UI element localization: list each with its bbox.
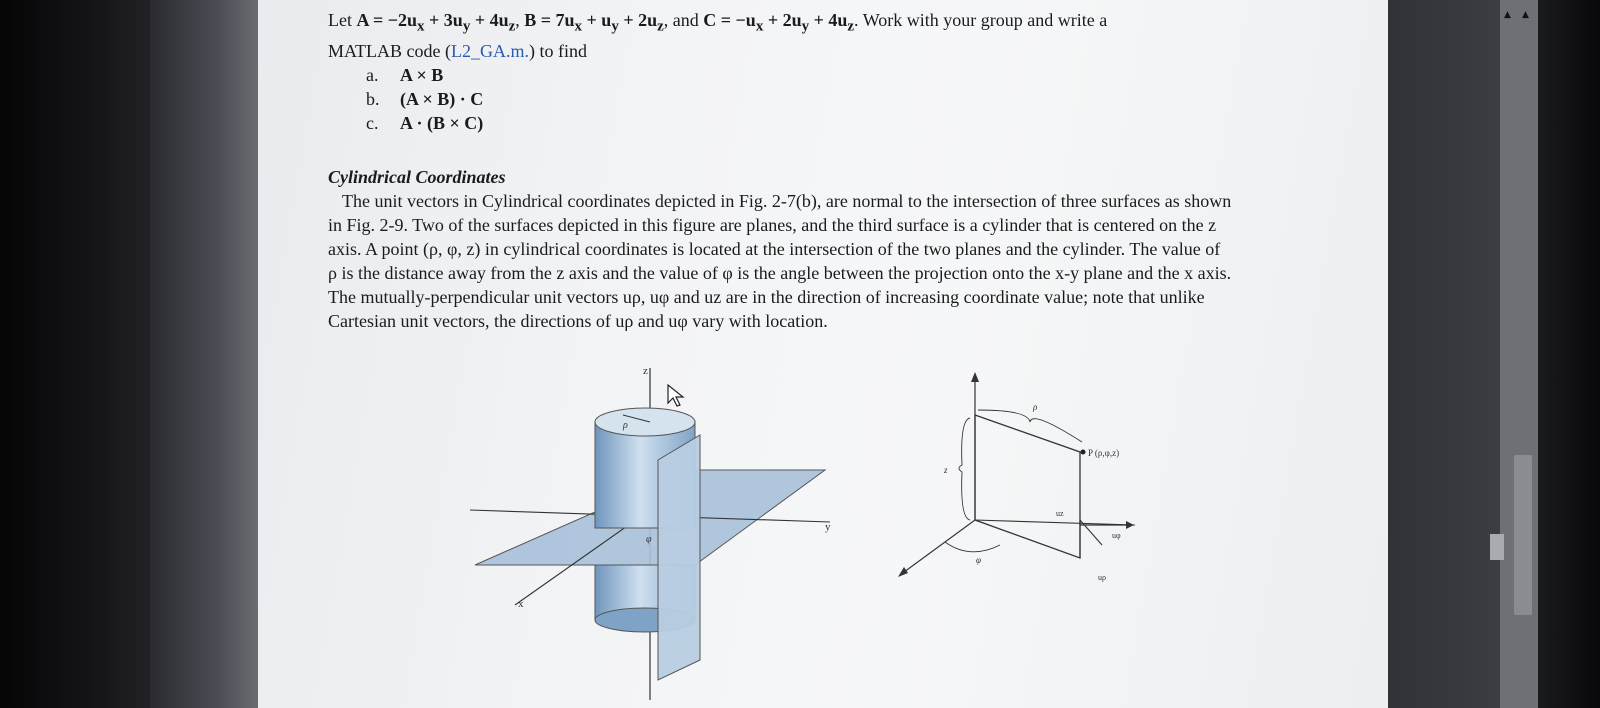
vector-C: $C = -u_x + 2u_y + 4u_z$ — [703, 10, 855, 35]
figure-cylinder-planes — [460, 360, 840, 708]
code-file-link[interactable]: L2_GA.m. — [450, 40, 529, 61]
rho-z-plane — [975, 415, 1080, 558]
phi-label-right: φ — [976, 555, 981, 565]
u-z-label: uz — [1056, 509, 1064, 518]
paragraph-line: The unit vectors in Cylindrical coordinates depicted in Fig. 2-7(b), are normal to the intersection of three surfaces as shown — [342, 190, 1232, 211]
phi-arc — [945, 542, 1000, 552]
paragraph-line: in Fig. 2-9. Two of the surfaces depicted in this figure are planes, and the third surface is a cylinder that is centered on the z — [328, 214, 1217, 235]
phi-label: φ — [646, 534, 652, 545]
scroll-up-arrow-icon[interactable]: ▲ — [1522, 10, 1529, 20]
figure-point-unit-vectors — [890, 370, 1170, 600]
question-item: b. (A × B) · C — [366, 88, 484, 109]
z-axis-label: z — [643, 365, 648, 377]
u-phi-label: uφ — [1112, 531, 1121, 540]
y-axis-label: y — [825, 521, 831, 533]
question-item: c. A · (B × C) — [366, 112, 484, 133]
u-rho-label: uρ — [1098, 573, 1106, 582]
vector-A: $A = -2u_x + 3u_y + 4u_z$ — [356, 10, 516, 35]
rho-label: ρ — [623, 420, 628, 431]
monitor-bezel-right — [1538, 0, 1600, 708]
vertical-half-plane — [658, 435, 700, 680]
section-paragraph — [328, 189, 1338, 333]
problem-line-2: MATLAB code (L2_GA.m.) to find — [328, 40, 587, 61]
question-item: a. A × B — [366, 64, 444, 85]
cylinder-top — [595, 408, 695, 436]
scroll-position-marker — [1490, 534, 1504, 560]
paragraph-line: ρ is the distance away from the z axis and the value of φ is the angle between the projection onto the x-y plane and the x axis. — [328, 262, 1232, 283]
vector-B: $B = 7u_x + u_y + 2u_z$ — [524, 10, 664, 35]
scrollbar-thumb[interactable] — [1514, 455, 1532, 615]
window-background-right — [1388, 0, 1500, 708]
scroll-up-arrow-icon[interactable]: ▲ — [1504, 10, 1511, 20]
z-label-right: z — [944, 465, 948, 475]
y-axis-right — [975, 520, 1135, 525]
paragraph-line: axis. A point (ρ, φ, z) in cylindrical coordinates is located at the intersection of the two planes and the cylinder. The value of — [328, 238, 1221, 259]
section-title: Cylindrical Coordinates — [328, 166, 506, 187]
x-axis-right — [900, 520, 975, 575]
point-P — [1081, 450, 1086, 455]
rho-label-right: ρ — [1033, 402, 1038, 412]
window-background-left — [150, 0, 260, 708]
point-P-label: P (ρ,φ,z) — [1088, 448, 1120, 458]
rho-brace — [978, 410, 1082, 442]
problem-line-1: Let $A = -2u_x + 3u_y + 4u_z$, $B = 7u_x + u_y + 2u_z$, and $C = -u_x + 2u_y + 4u_z$. Work with your group and write a — [328, 10, 1108, 35]
paragraph-line: Cartesian unit vectors, the directions of uρ and uφ vary with location. — [328, 310, 828, 331]
z-brace — [959, 418, 970, 520]
x-axis-label: x — [518, 598, 524, 610]
mouse-pointer-icon — [666, 383, 688, 409]
paragraph-line: The mutually-perpendicular unit vectors uρ, uφ and uz are in the direction of increasing coordinate value; note that unlike — [328, 286, 1205, 307]
monitor-bezel-left — [0, 0, 150, 708]
document-content — [328, 8, 1338, 333]
